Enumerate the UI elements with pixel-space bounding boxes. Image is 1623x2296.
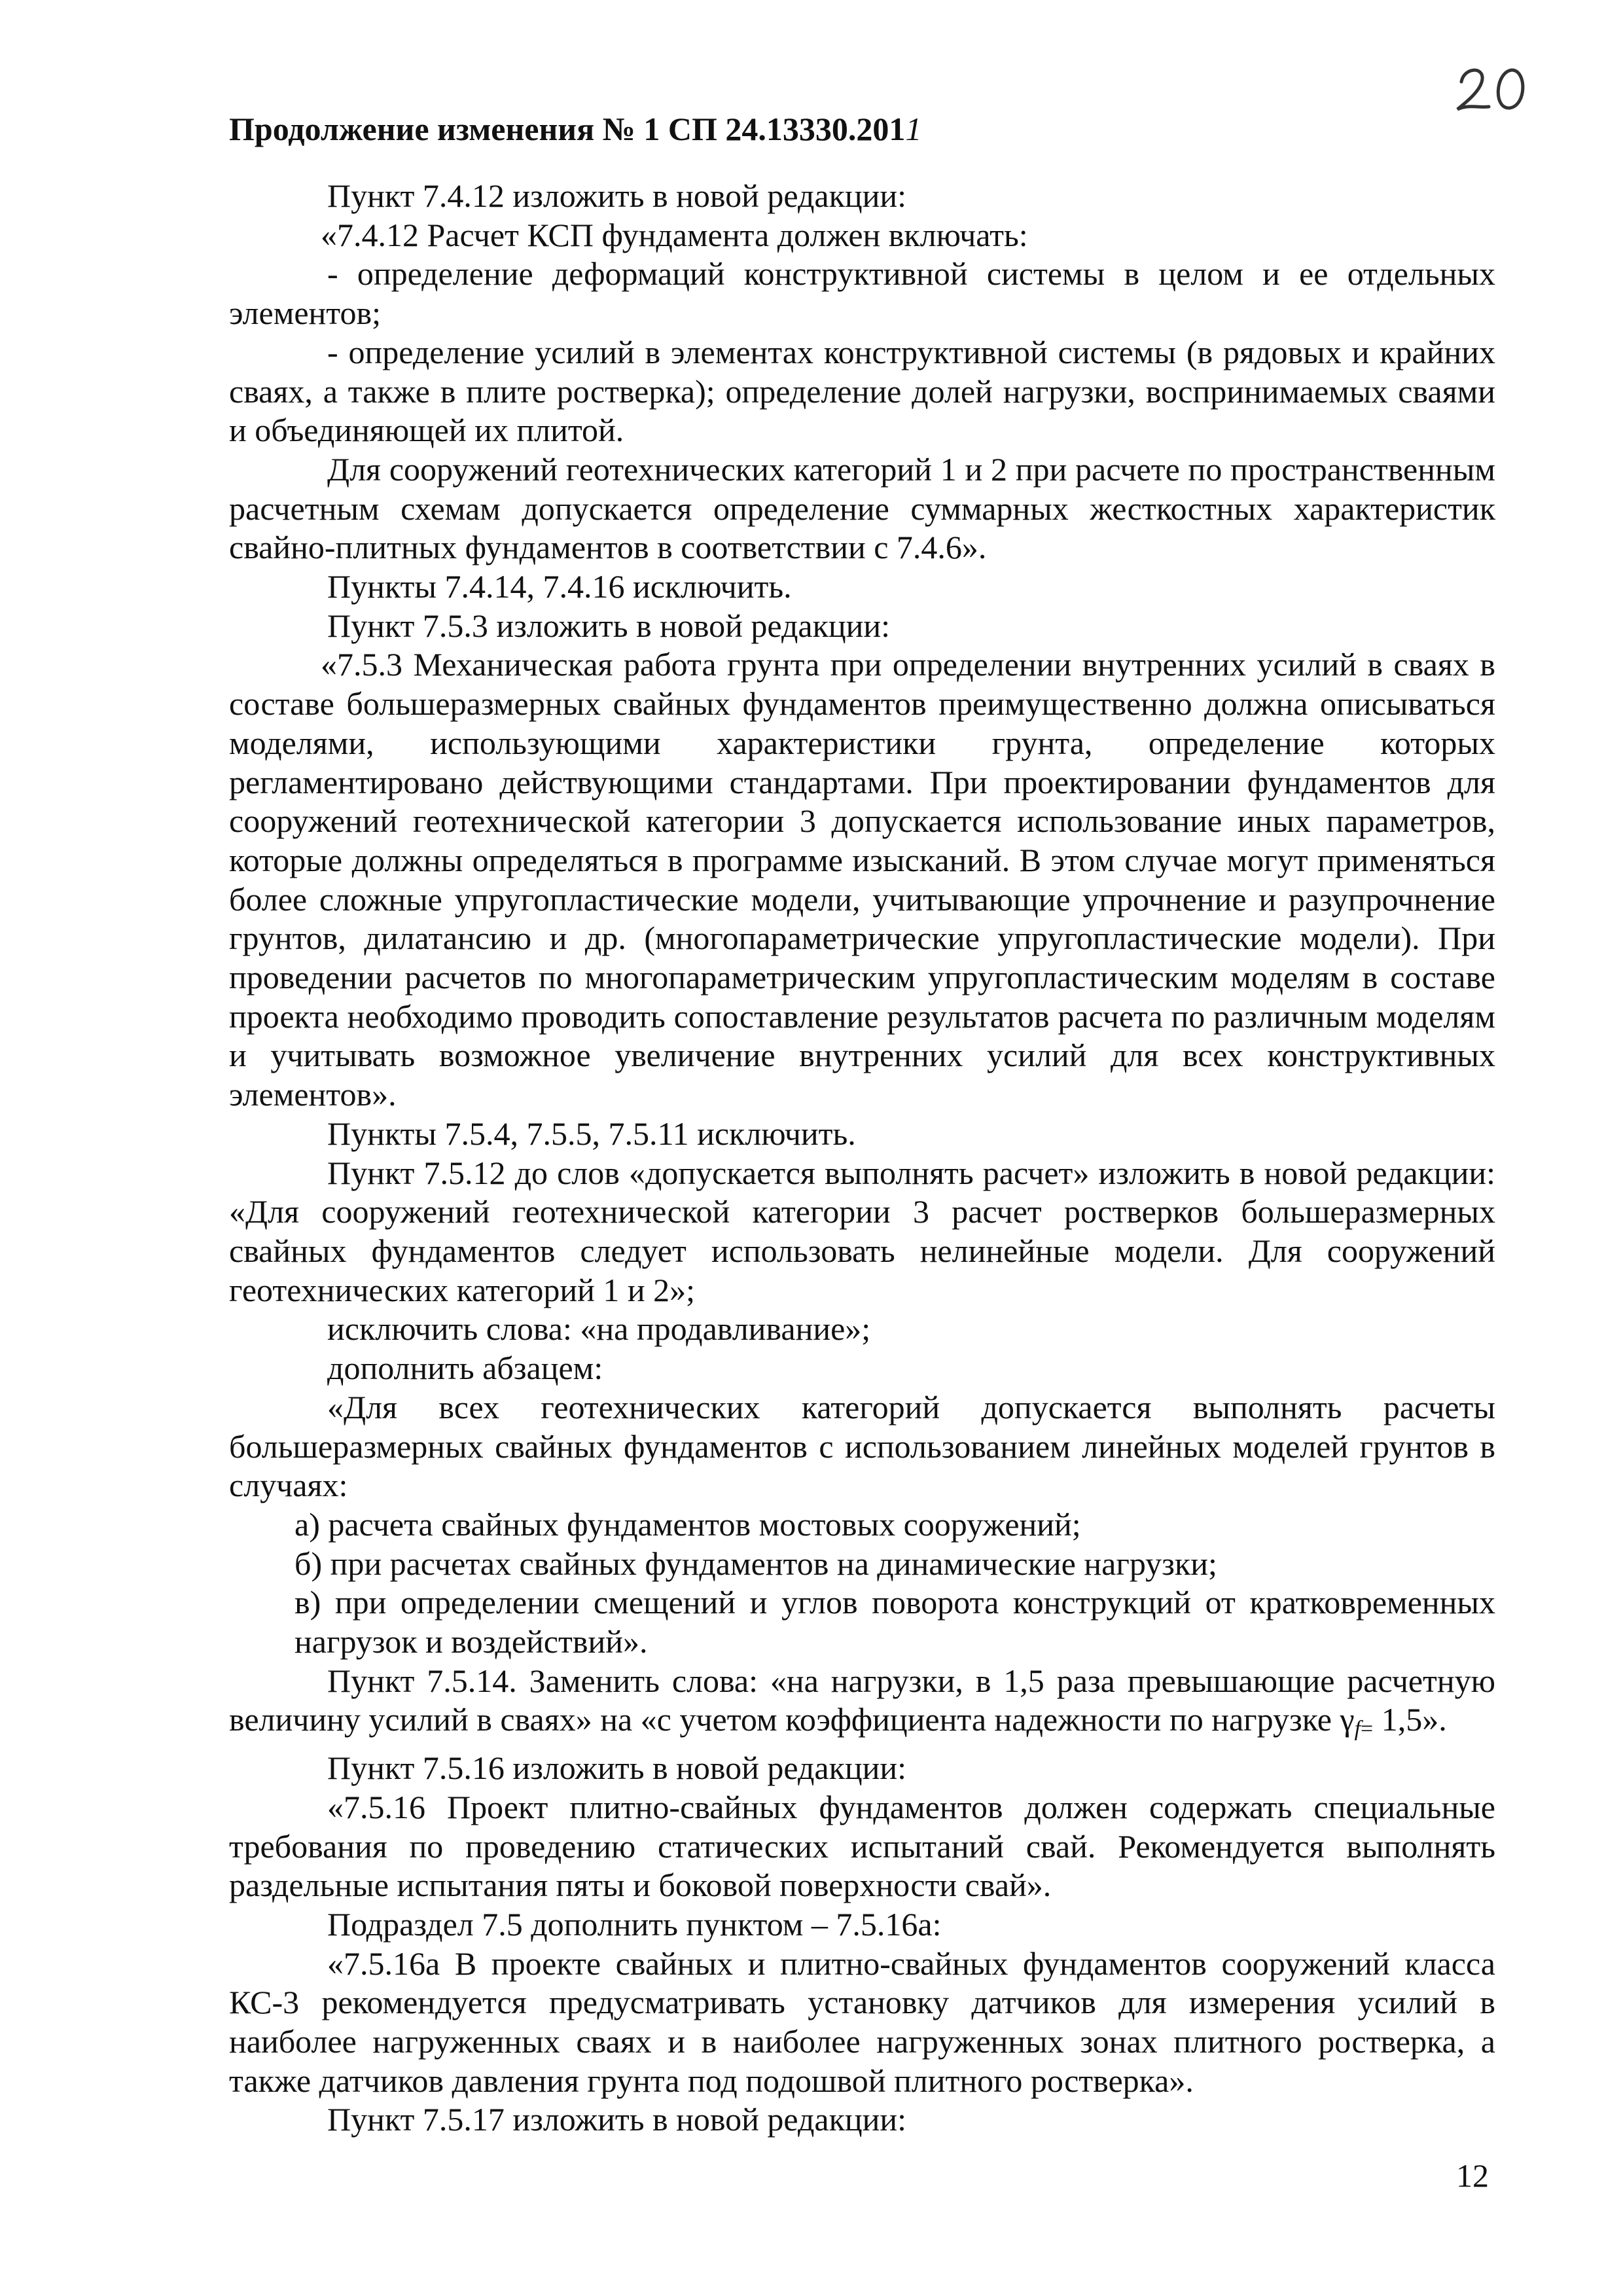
paragraph: Подраздел 7.5 дополнить пунктом – 7.5.16а: [327, 1905, 942, 1943]
handwritten-sheet-number [1450, 56, 1535, 121]
paragraph: Пункты 7.5.4, 7.5.5, 7.5.11 исключить. [327, 1115, 856, 1152]
formula-subscript: f [1354, 1717, 1361, 1742]
paragraph: Пункт 7.5.16 изложить в новой редакции: [327, 1749, 907, 1787]
paragraph: Для сооружений геотехнических категорий 1 и 2 при расчете по пространственным расчетным схемам допускается определение суммарных жесткостных характеристик свайно-плитных фундаментов в соответствии с 7.4.6». [229, 450, 1495, 566]
paragraph: «Для всех геотехнических категорий допускается выполнять расчеты большеразмерных свайных фундаментов с использованием линейных моделей грунтов в случаях: [229, 1388, 1495, 1504]
paragraph-text: Пункт 7.5.14. Заменить слова: «на нагрузки, в 1,5 раза превышающие расчетную величину усилий в сваях» на «с учетом коэффициента надежности по нагрузке γ [229, 1662, 1495, 1738]
list-item: в) при определении смещений и углов поворота конструкций от кратковременных нагрузок и воздействий». [294, 1584, 1495, 1660]
paragraph: Пункт 7.5.17 изложить в новой редакции: [327, 2101, 907, 2138]
paragraph [229, 1662, 1495, 1749]
formula-value: 1,5». [1373, 1701, 1447, 1738]
paragraph: исключить слова: «на продавливание»; [327, 1310, 871, 1348]
list-item: б) при расчетах свайных фундаментов на динамические нагрузки; [294, 1545, 1217, 1582]
paragraph: - определение деформаций конструктивной системы в целом и ее отдельных элементов; [229, 255, 1495, 332]
paragraph: «7.5.3 Механическая работа грунта при определении внутренних усилий в сваях в составе большеразмерных свайных фундаментов преимущественно должна описываться моделями, использующими характеристики грунта, определение которых регламентировано действующими стандартами. При проектировании фундаментов для сооружений геотехнической категории 3 допускается использование иных параметров, которые должны определяться в программе изысканий. В этом случае могут применяться более сложные упругопластические модели, учитывающие упрочнение и разупрочнение грунтов, дилатансию и др. (многопараметрические упругопластические модели). При проведении расчетов по многопараметрическим упругопластическим моделям в составе проекта необходимо проводить сопоставление результатов расчета по различным моделям и учитывать возможное увеличение внутренних усилий для всех конструктивных элементов». [229, 646, 1495, 1113]
paragraph: - определение усилий в элементах конструктивной системы (в рядовых и крайних сваях, а также в плите ростверка); определение долей нагрузки, воспринимаемых сваями и объединяющей их плитой. [229, 333, 1495, 449]
paragraph: дополнить абзацем: [327, 1350, 603, 1387]
paragraph: «7.5.16а В проекте свайных и плитно-свайных фундаментов сооружений класса КС-3 рекомендуется предусматривать установку датчиков для измерения усилий в наиболее нагруженных сваях и в наиболее нагруженных зонах плитного ростверка, а также датчиков давления грунта под подошвой плитного ростверка». [229, 1945, 1495, 2099]
paragraph: Пункт 7.4.12 изложить в новой редакции: [327, 177, 907, 214]
formula-equals: = [1361, 1717, 1374, 1742]
document-body [229, 177, 1495, 2140]
paragraph: «7.5.16 Проект плитно-свайных фундаментов должен содержать специальные требования по проведению статических испытаний свай. Рекомендуется выполнять раздельные испытания пяты и боковой поверхности свай». [229, 1788, 1495, 1904]
paragraph: Пункты 7.4.14, 7.4.16 исключить. [327, 568, 792, 605]
list-item: а) расчета свайных фундаментов мостовых сооружений; [294, 1505, 1081, 1543]
paragraph: «7.4.12 Расчет КСП фундамента должен включать: [321, 216, 1028, 253]
page-header [229, 110, 921, 148]
paragraph: Пункт 7.5.12 до слов «допускается выполнять расчет» изложить в новой редакции: «Для сооружений геотехнической категории 3 расчет ростверков большеразмерных свайных фундаментов следует использовать нелинейные модели. Для сооружений геотехнических категорий 1 и 2»; [229, 1154, 1495, 1308]
paragraph: Пункт 7.5.3 изложить в новой редакции: [327, 607, 891, 644]
header-title: Продолжение изменения № 1 СП 24.13330.201 [229, 111, 906, 147]
page-number: 12 [1456, 2157, 1489, 2194]
handwritten-year-digit: 1 [905, 111, 922, 147]
